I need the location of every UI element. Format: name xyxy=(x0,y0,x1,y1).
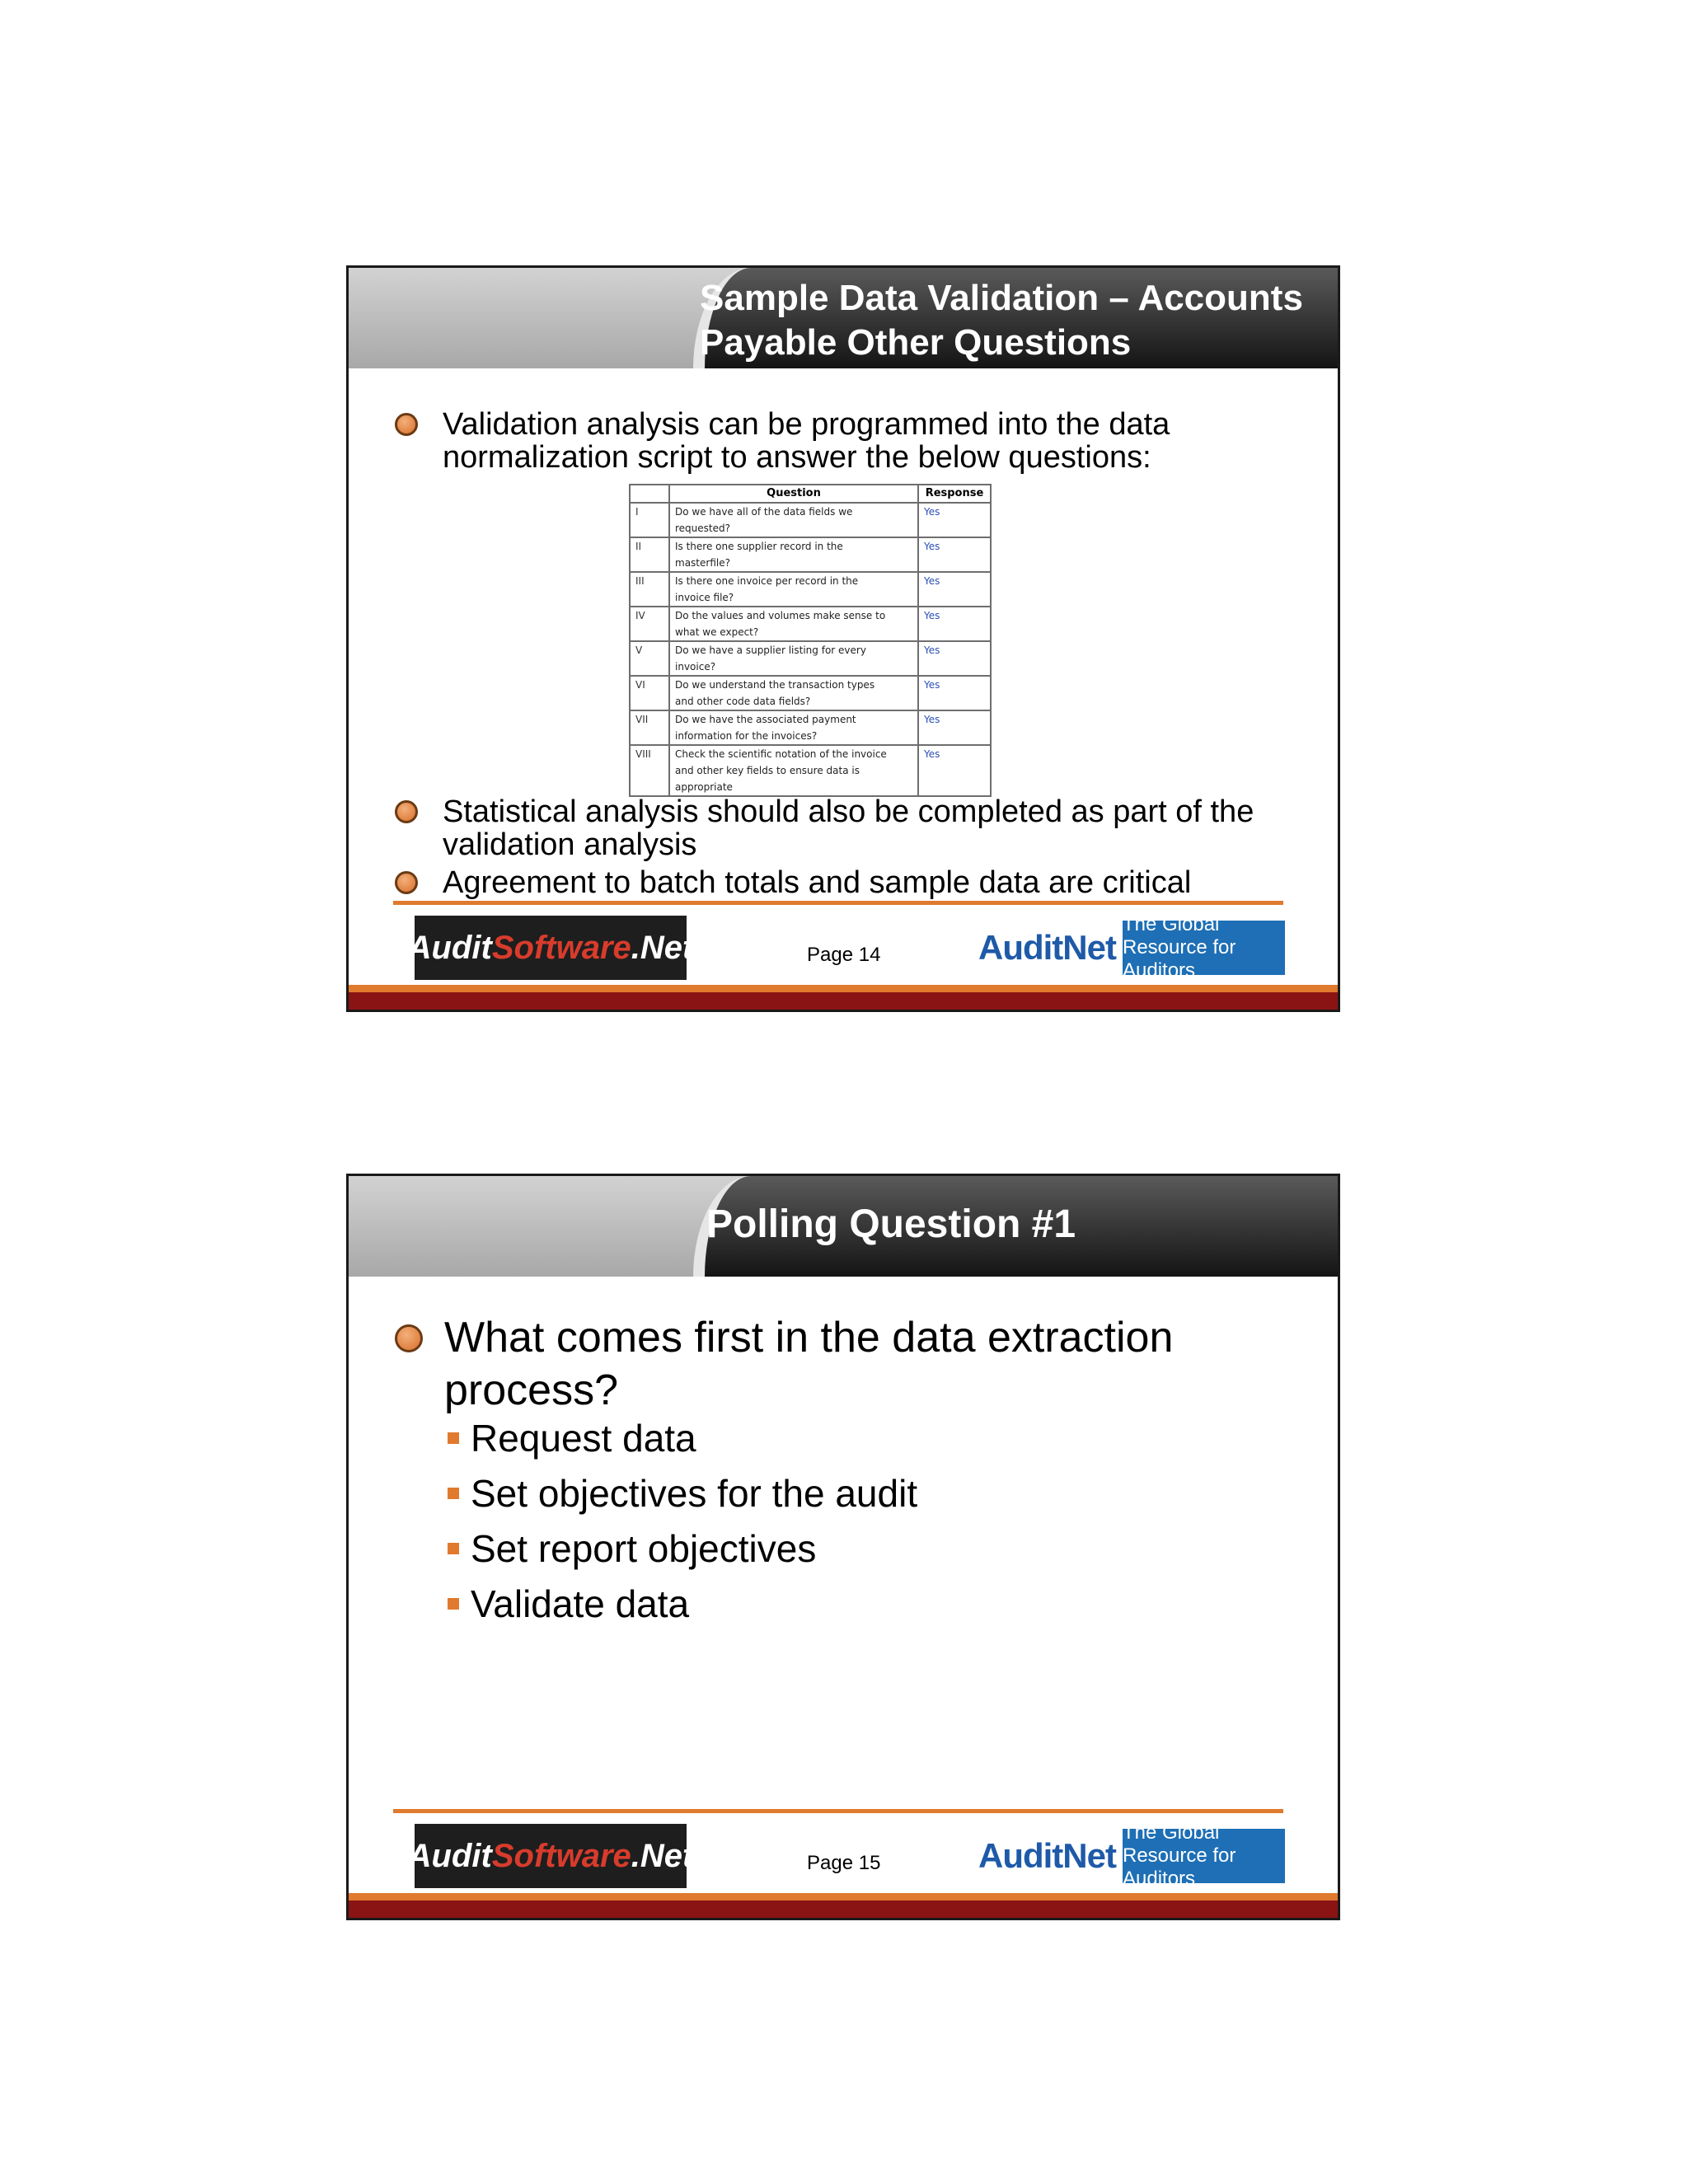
row-response: Yes xyxy=(918,745,991,796)
option-validate-data: Validate data xyxy=(448,1581,689,1627)
table-row xyxy=(630,537,991,572)
page-number: Page 15 xyxy=(807,1852,881,1874)
bottom-accent-bar xyxy=(349,1893,1338,1918)
row-question: Do the values and volumes make sense to what we expect? xyxy=(669,607,918,641)
bottom-accent-bar xyxy=(349,985,1338,1010)
bullet-statistical: Statistical analysis should also be completed as part of the validation analysis xyxy=(395,795,1254,861)
bullet-question: What comes first in the data extraction process? xyxy=(395,1311,1173,1417)
validation-questions-table xyxy=(629,484,992,797)
square-bullet-icon xyxy=(448,1598,459,1610)
row-number: I xyxy=(630,503,669,537)
row-number: IV xyxy=(630,607,669,641)
slide-14 xyxy=(346,265,1340,1012)
table-row xyxy=(630,503,991,537)
bullet-dot-icon xyxy=(395,871,418,894)
bullet-validation: Validation analysis can be programmed into the data normalization script to answer the below questions: xyxy=(395,408,1170,474)
square-bullet-icon xyxy=(448,1488,459,1499)
slide-15 xyxy=(346,1174,1340,1920)
option-set-report-objectives: Set report objectives xyxy=(448,1526,816,1572)
bullet-dot-icon xyxy=(395,1324,423,1352)
row-question: Do we understand the transaction types and other code data fields? xyxy=(669,676,918,710)
row-question: Is there one invoice per record in the invoice file? xyxy=(669,572,918,607)
row-question: Do we have the associated payment information for the invoices? xyxy=(669,710,918,745)
row-question: Is there one supplier record in the masterfile? xyxy=(669,537,918,572)
footer-divider xyxy=(393,1809,1283,1813)
table-header-row xyxy=(630,485,991,503)
row-response: Yes xyxy=(918,572,991,607)
slide-title: Polling Question #1 xyxy=(706,1202,1076,1246)
option-set-objectives: Set objectives for the audit xyxy=(448,1470,917,1516)
header-response: Response xyxy=(918,485,991,503)
auditnet-logo: AuditNet The Global Resource for Auditors xyxy=(978,1829,1285,1883)
row-number: VII xyxy=(630,710,669,745)
table-row xyxy=(630,572,991,607)
row-number: VI xyxy=(630,676,669,710)
table-row xyxy=(630,676,991,710)
auditsoftware-logo: Audit Software .Net xyxy=(415,916,687,980)
slide-title: Sample Data Validation – Accounts Payable Other Questions xyxy=(700,278,1303,363)
row-number: V xyxy=(630,641,669,676)
table-row xyxy=(630,641,991,676)
table-row xyxy=(630,710,991,745)
row-question: Check the scientific notation of the invoice and other key fields to ensure data is appropriate xyxy=(669,745,918,796)
row-number: VIII xyxy=(630,745,669,796)
row-number: II xyxy=(630,537,669,572)
square-bullet-icon xyxy=(448,1543,459,1554)
row-response: Yes xyxy=(918,503,991,537)
auditnet-logo: AuditNet The Global Resource for Auditors xyxy=(978,921,1285,975)
header-question: Question xyxy=(669,485,918,503)
row-response: Yes xyxy=(918,537,991,572)
row-question: Do we have all of the data fields we requested? xyxy=(669,503,918,537)
table-row xyxy=(630,607,991,641)
page-number: Page 14 xyxy=(807,944,881,966)
bullet-dot-icon xyxy=(395,413,418,436)
table-row xyxy=(630,745,991,796)
row-response: Yes xyxy=(918,676,991,710)
footer-divider xyxy=(393,901,1283,905)
row-response: Yes xyxy=(918,607,991,641)
square-bullet-icon xyxy=(448,1432,459,1444)
auditsoftware-logo: Audit Software .Net xyxy=(415,1824,687,1888)
row-response: Yes xyxy=(918,641,991,676)
row-response: Yes xyxy=(918,710,991,745)
bullet-agreement: Agreement to batch totals and sample data are critical xyxy=(395,866,1191,899)
bullet-dot-icon xyxy=(395,800,418,823)
row-question: Do we have a supplier listing for every invoice? xyxy=(669,641,918,676)
option-request-data: Request data xyxy=(448,1415,696,1461)
row-number: III xyxy=(630,572,669,607)
